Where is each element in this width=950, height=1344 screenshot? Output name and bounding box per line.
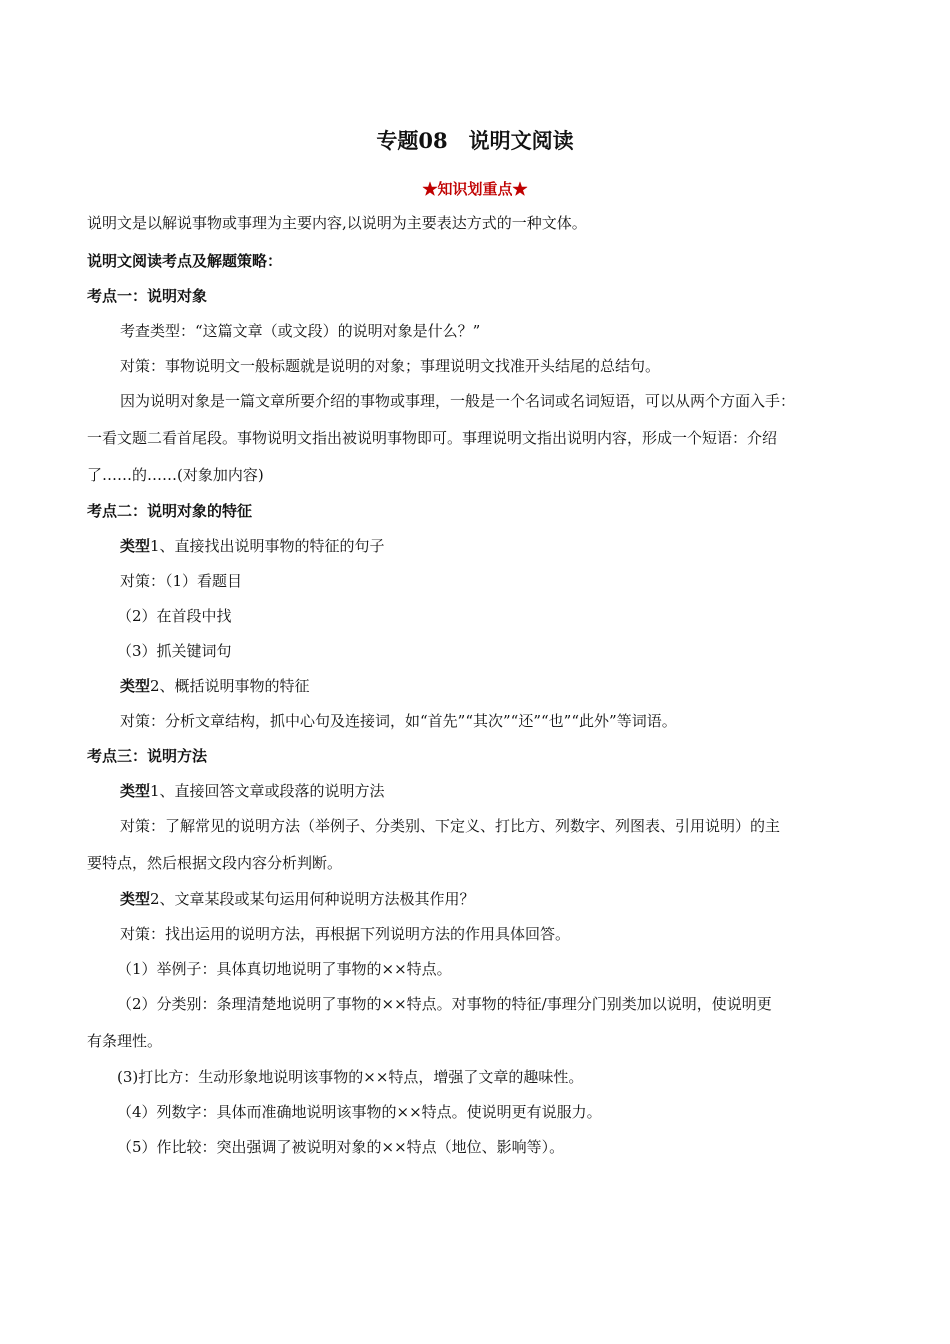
- method-classification-line2: 有条理性。: [87, 1032, 163, 1050]
- point2-type1-text: 1、直接找出说明事物的特征的句子: [150, 537, 385, 555]
- point1-question-type: 考查类型：“这篇文章（或文段）的说明对象是什么？”: [120, 322, 481, 340]
- point2-type1: [120, 535, 900, 557]
- point1-strategy: 对策：事物说明文一般标题就是说明的对象；事理说明文找准开头结尾的总结句。: [120, 357, 661, 375]
- document-title: 专题08 说明文阅读: [376, 128, 574, 153]
- point2-type2-label: 类型: [120, 677, 151, 695]
- point3-type1-text: 1、直接回答文章或段落的说明方法: [150, 782, 385, 800]
- point2-heading: 考点二：说明对象的特征: [87, 502, 253, 520]
- method-comparison: （5）作比较：突出强调了被说明对象的××特点（地位、影响等）。: [117, 1138, 565, 1156]
- point2-type1-strategy: 对策：（1）看题目: [120, 572, 243, 590]
- point2-type1-step2: （2）在首段中找: [117, 607, 232, 625]
- point2-type1-label: 类型: [120, 537, 151, 555]
- point3-type1: [120, 780, 900, 802]
- point2-type1-step3: （3）抓关键词句: [117, 642, 232, 660]
- point1-explain-line3: 了……的……(对象加内容): [87, 466, 264, 484]
- strategy-heading: 说明文阅读考点及解题策略：: [87, 252, 283, 270]
- point3-type2-strategy: 对策：找出运用的说明方法，再根据下列说明方法的作用具体回答。: [120, 925, 571, 943]
- method-numbers: （4）列数字：具体而准确地说明该事物的××特点。使说明更有说服力。: [117, 1103, 602, 1121]
- point1-explain-line1: 因为说明对象是一篇文章所要介绍的事物或事理，一般是一个名词或名词短语，可以从两个方面入手：: [120, 392, 796, 410]
- point2-type2: [120, 675, 900, 697]
- point3-heading: 考点三：说明方法: [87, 747, 208, 765]
- point3-type2-text: 2、文章某段或某句运用何种说明方法极其作用？: [150, 890, 475, 908]
- point3-type2-label: 类型: [120, 890, 151, 908]
- method-classification-line1: （2）分类别：条理清楚地说明了事物的××特点。对事物的特征/事理分门别类加以说明，使说明更: [117, 995, 772, 1013]
- point3-type1-strategy-line1: 对策：了解常见的说明方法（举例子、分类别、下定义、打比方、列数字、列图表、引用说明）的主: [120, 817, 781, 835]
- point3-type1-label: 类型: [120, 782, 151, 800]
- point3-type1-strategy-line2: 要特点，然后根据文段内容分析判断。: [87, 854, 343, 872]
- method-metaphor: (3)打比方：生动形象地说明该事物的××特点，增强了文章的趣味性。: [117, 1068, 584, 1086]
- point1-explain-line2: 一看文题二看首尾段。事物说明文指出被说明事物即可。事理说明文指出说明内容，形成一个短语：介绍: [87, 429, 778, 447]
- method-example: （1）举例子：具体真切地说明了事物的××特点。: [117, 960, 452, 978]
- point1-heading: 考点一：说明对象: [87, 287, 208, 305]
- point2-type2-strategy: 对策：分析文章结构，抓中心句及连接词，如“首先”“其次”“还”“也”“此外”等词语。: [120, 712, 677, 730]
- intro-paragraph: 说明文是以解说事物或事理为主要内容,以说明为主要表达方式的一种文体。: [87, 214, 587, 232]
- section-subtitle: ★知识划重点★: [422, 180, 528, 198]
- point3-type2: [120, 888, 900, 910]
- point2-type2-text: 2、概括说明事物的特征: [150, 677, 310, 695]
